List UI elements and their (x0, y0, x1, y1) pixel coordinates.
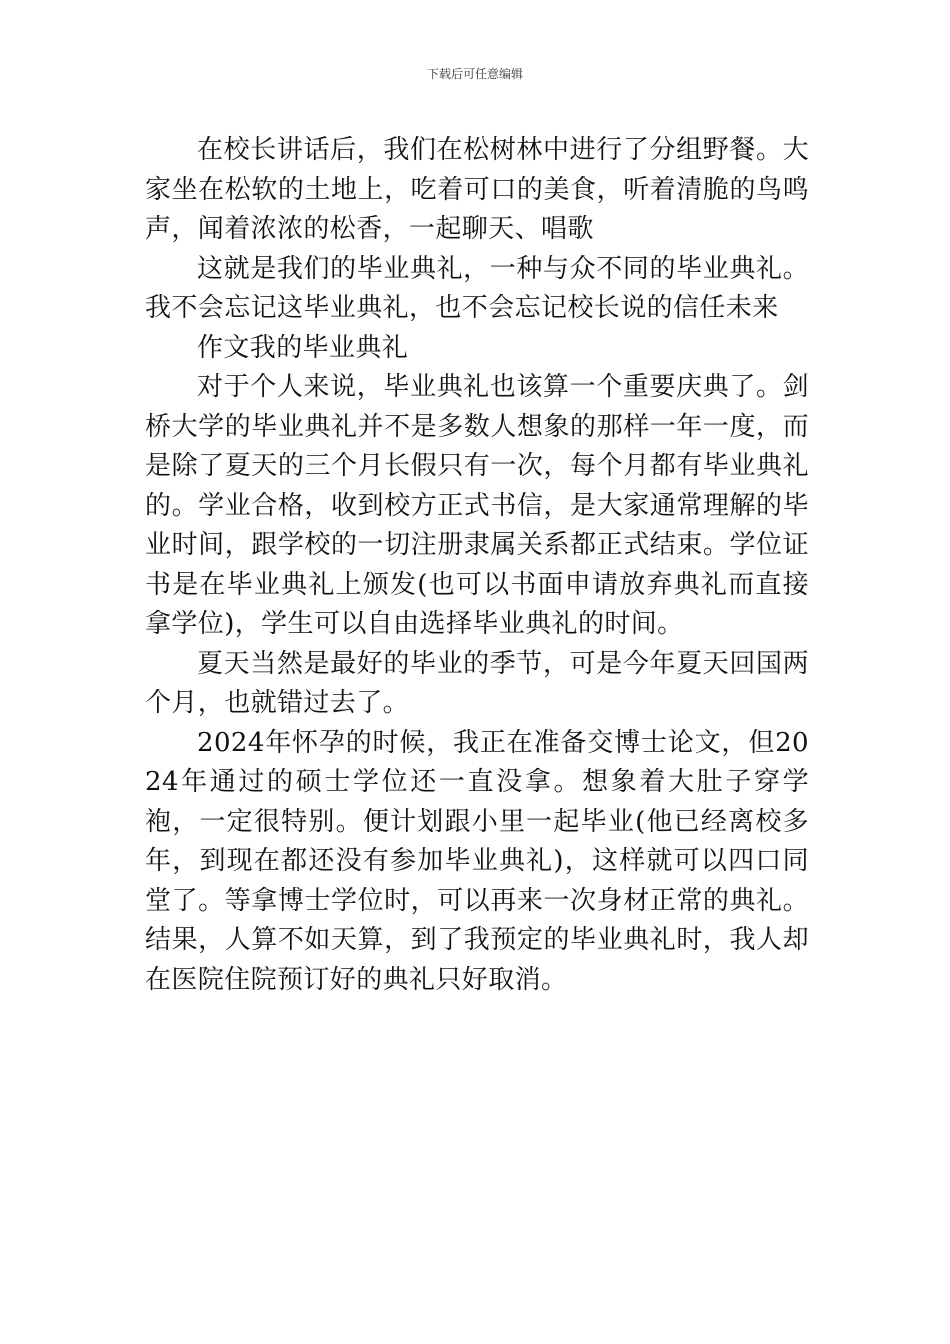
paragraph-pregnancy: 2024年怀孕的时候，我正在准备交博士论文，但2024年通过的硕士学位还一直没拿。想象着大肚子穿学袍，一定很特别。便计划跟小里一起毕业(他已经离校多年，到现在都还没有参加毕业典礼)，这样就可以四口同堂了。等拿博士学位时，可以再来一次身材正常的典礼。结果，人算不如天算，到了我预定的毕业典礼时，我人却在医院住院预订好的典礼只好取消。 (145, 727, 809, 995)
paragraph-ceremony-summary: 这就是我们的毕业典礼，一种与众不同的毕业典礼。我不会忘记这毕业典礼，也不会忘记校长说的信任未来 (145, 253, 809, 323)
page-header: 下载后可任意编辑 (426, 67, 523, 81)
paragraph-picnic: 在校长讲话后，我们在松树林中进行了分组野餐。大家坐在松软的土地上，吃着可口的美食，听着清脆的鸟鸣声，闻着浓浓的松香，一起聊天、唱歌 (145, 135, 809, 244)
paragraph-cambridge: 对于个人来说，毕业典礼也该算一个重要庆典了。剑桥大学的毕业典礼并不是多数人想象的那样一年一度，而是除了夏天的三个月长假只有一次，每个月都有毕业典礼的。学业合格，收到校方正式书信，是大家通常理解的毕业时间，跟学校的一切注册隶属关系都正式结束。学位证书是在毕业典礼上颁发(也可以书面申请放弃典礼而直接拿学位)，学生可以自由选择毕业典礼的时间。 (145, 372, 809, 639)
essay-title: 作文我的毕业典礼 (197, 332, 409, 363)
paragraph-summer: 夏天当然是最好的毕业的季节，可是今年夏天回国两个月，也就错过去了。 (145, 648, 809, 718)
document-body (145, 131, 809, 1000)
